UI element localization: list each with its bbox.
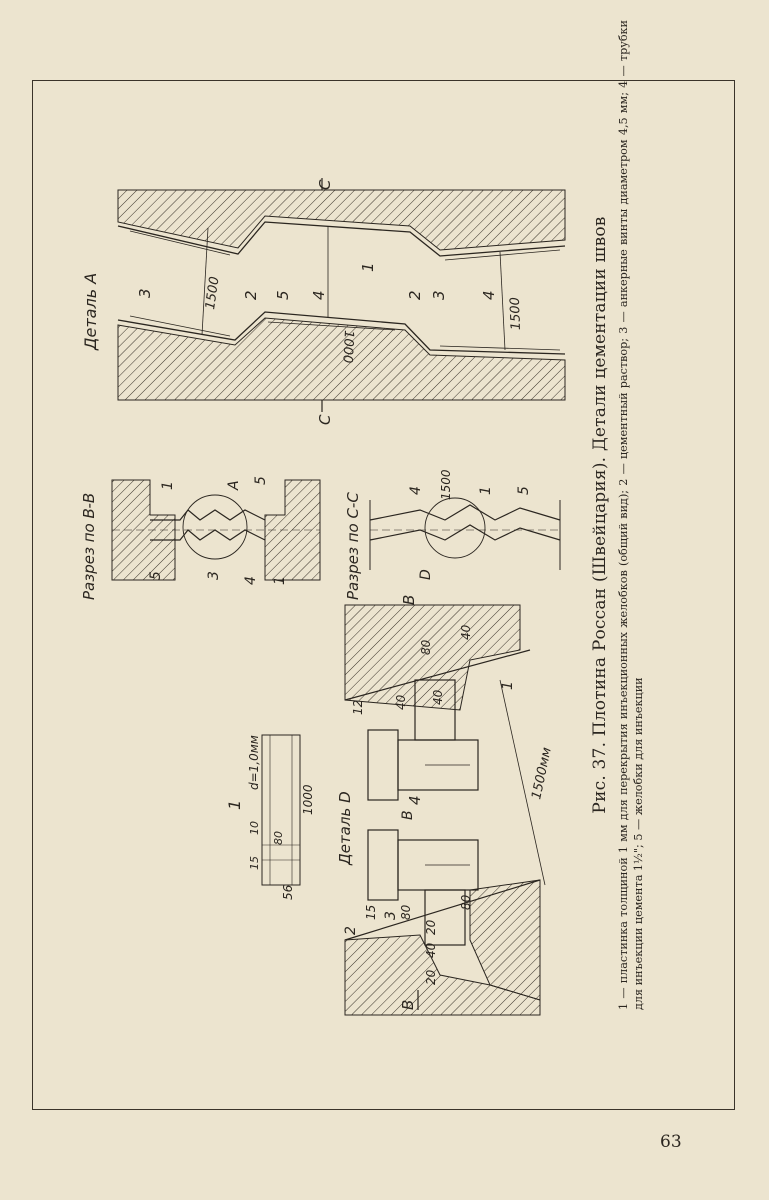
svg-text:3: 3 [430, 290, 448, 300]
svg-text:3: 3 [136, 288, 154, 298]
svg-text:56: 56 [281, 884, 295, 900]
figure-caption [590, 0, 646, 1030]
plate-1 [225, 735, 315, 900]
svg-text:A: A [226, 480, 242, 490]
detail-a [81, 178, 565, 425]
svg-text:5: 5 [274, 290, 292, 300]
page-number: 63 [660, 1132, 682, 1152]
svg-text:40: 40 [394, 694, 408, 710]
svg-text:1: 1 [478, 486, 494, 495]
svg-text:1: 1 [500, 681, 516, 690]
svg-text:4: 4 [480, 290, 498, 300]
svg-text:20: 20 [424, 919, 438, 935]
svg-text:40: 40 [431, 689, 445, 705]
svg-text:80: 80 [399, 904, 413, 920]
svg-text:1000: 1000 [301, 784, 315, 815]
svg-text:40: 40 [459, 624, 473, 640]
svg-text:1500мм: 1500мм [529, 746, 555, 801]
svg-text:1: 1 [359, 262, 377, 272]
svg-text:40: 40 [424, 942, 438, 958]
svg-text:1500: 1500 [203, 275, 223, 311]
svg-text:1500: 1500 [439, 469, 453, 500]
svg-text:B: B [400, 594, 418, 605]
svg-text:2: 2 [343, 926, 359, 935]
detail-d [336, 595, 555, 1015]
svg-text:1: 1 [160, 481, 176, 490]
svg-text:4: 4 [408, 486, 424, 495]
svg-text:3: 3 [206, 571, 222, 580]
svg-text:2: 2 [242, 290, 260, 300]
svg-text:4: 4 [406, 795, 424, 805]
svg-text:C: C [316, 179, 334, 190]
svg-text:D: D [418, 569, 434, 580]
svg-text:5: 5 [253, 476, 269, 485]
section-cc [344, 469, 560, 600]
svg-text:1: 1 [272, 576, 288, 585]
section-bb [80, 476, 320, 600]
detail-a-title: Деталь А [81, 272, 100, 350]
detail-d-title: Деталь D [336, 791, 354, 865]
svg-text:B: B [400, 810, 416, 820]
svg-text:1000: 1000 [339, 329, 356, 364]
svg-text:80: 80 [459, 894, 473, 910]
svg-text:80: 80 [419, 639, 433, 655]
svg-text:C: C [316, 414, 334, 425]
svg-text:80: 80 [272, 831, 285, 845]
caption-title: Рис. 37. Плотина Россан (Швейцария). Детали цементации швов [590, 216, 610, 814]
svg-text:4: 4 [243, 576, 259, 585]
svg-text:d=1,0мм: d=1,0мм [247, 735, 261, 790]
svg-text:1500: 1500 [507, 296, 524, 331]
plate-1-title: 1 [225, 799, 244, 810]
svg-text:15: 15 [364, 904, 378, 920]
caption-legend: 1 — пластинка толщиной 1 мм для перекрытия инъекционных желобков (общий вид); 2 — цементный раствор; 3 — анкерные винты диаметром 4,5 мм; 4 — трубки для инъекции цемента 1½"; 5 — желобки для инъекции [617, 20, 645, 1010]
svg-text:5: 5 [148, 571, 164, 580]
svg-text:B: B [399, 999, 417, 1010]
svg-text:15: 15 [248, 856, 261, 870]
section-cc-title: Разрез по C-C [344, 492, 362, 600]
svg-text:2: 2 [406, 290, 424, 300]
section-bb-title: Разрез по B-B [80, 492, 98, 600]
svg-text:12: 12 [351, 699, 365, 715]
svg-text:4: 4 [310, 290, 328, 300]
svg-text:20: 20 [424, 969, 438, 985]
svg-text:5: 5 [516, 486, 532, 495]
svg-text:10: 10 [248, 821, 261, 835]
svg-text:3: 3 [383, 911, 399, 920]
